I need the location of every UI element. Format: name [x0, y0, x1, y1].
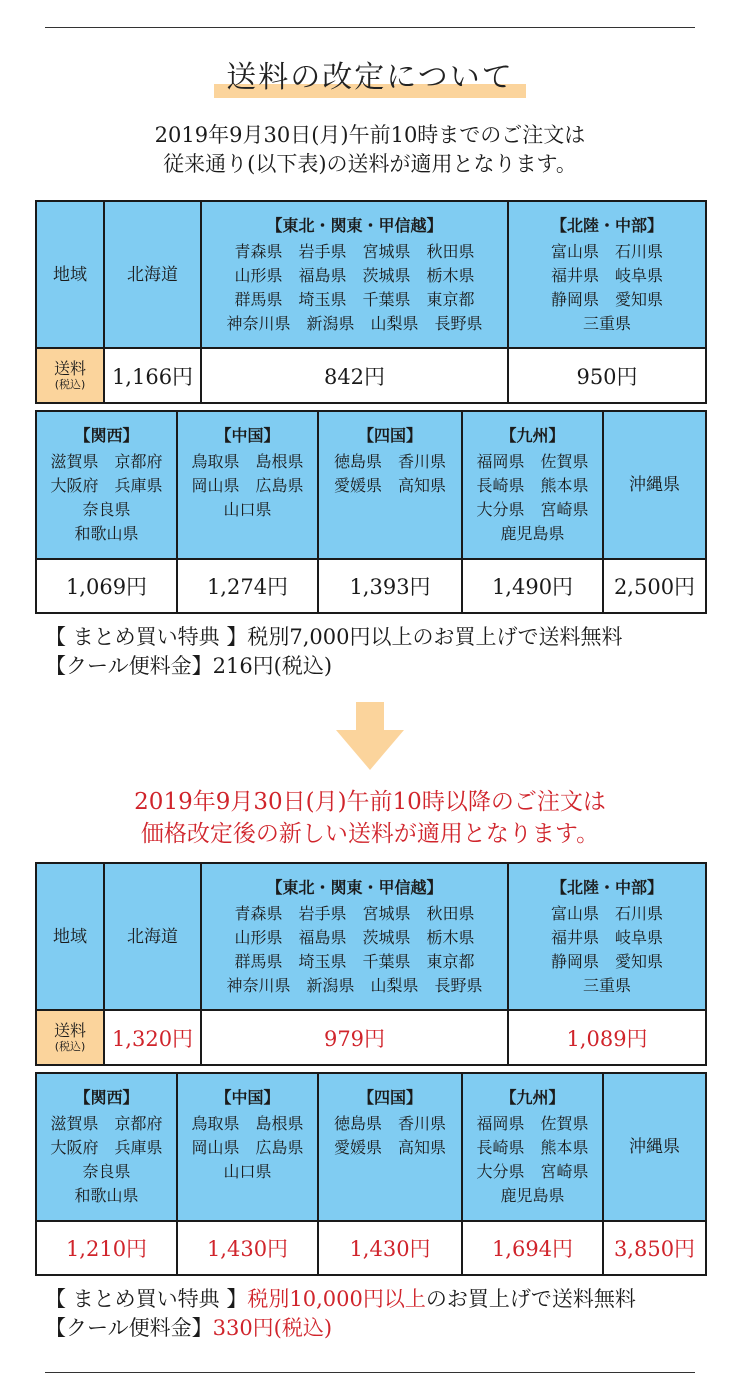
prefecture-row: 鹿児島県 [500, 524, 565, 543]
prefecture-row: 山形県 福島県 茨城県 栃木県 [234, 265, 475, 285]
after-table-east [35, 862, 707, 1066]
before-note-line1: 2019年9月30日(月)午前10時までのご注文は [154, 123, 586, 147]
region-tohoku [201, 201, 508, 348]
before-cool-line [45, 652, 622, 681]
region-name: 【中国】 [215, 1088, 280, 1107]
price-kyushu: 1,694円 [462, 1221, 603, 1275]
price-hokuriku: 950円 [508, 348, 706, 403]
region-name: 【中国】 [215, 426, 280, 445]
title-wrap [0, 52, 740, 96]
region-kansai [36, 1073, 177, 1221]
prefecture-row: 大分県 宮崎県 [476, 1162, 589, 1181]
bulk-label: 【 まとめ買い特典 】 [45, 1287, 248, 1311]
before-bulk-line [45, 623, 622, 652]
region-kansai [36, 411, 177, 559]
region-chugoku [177, 1073, 318, 1221]
region-hokkaido: 北海道 [104, 201, 201, 348]
price-tohoku: 842円 [201, 348, 508, 403]
region-name: 【九州】 [500, 426, 565, 445]
prefecture-row: 鳥取県 島根県 [191, 452, 304, 471]
region-name: 【東北・関東・甲信越】 [266, 215, 443, 235]
prefecture-row: 静岡県 愛知県 [550, 951, 663, 971]
price-kansai: 1,069円 [36, 559, 177, 613]
region-chugoku [177, 411, 318, 559]
prefecture-row: 福岡県 佐賀県 [476, 1114, 589, 1133]
prefecture-row: 神奈川県 新潟県 山梨県 長野県 [226, 975, 483, 995]
prefecture-row: 群馬県 埼玉県 千葉県 東京都 [234, 289, 475, 309]
cool-text: 330円(税込) [212, 1316, 333, 1340]
region-okinawa: 沖縄県 [603, 1073, 706, 1221]
after-info [45, 1285, 636, 1343]
prefecture-row: 愛媛県 高知県 [333, 476, 446, 495]
bulk-text: 税別7,000円以上のお買上げで送料無料 [247, 625, 623, 649]
bulk-label: 【 まとめ買い特典 】 [45, 625, 248, 649]
prefecture-row: 福井県 岐阜県 [550, 927, 663, 947]
prefecture-row: 福岡県 佐賀県 [476, 452, 589, 471]
prefecture-row: 神奈川県 新潟県 山梨県 長野県 [226, 313, 483, 333]
price-kyushu: 1,490円 [462, 559, 603, 613]
region-name: 【関西】 [74, 1088, 139, 1107]
region-name: 【四国】 [357, 426, 422, 445]
fee-label [36, 348, 104, 403]
region-okinawa: 沖縄県 [603, 411, 706, 559]
region-name: 【関西】 [74, 426, 139, 445]
prefecture-row: 群馬県 埼玉県 千葉県 東京都 [234, 951, 475, 971]
price-hokuriku: 1,089円 [508, 1010, 706, 1065]
price-chugoku: 1,430円 [177, 1221, 318, 1275]
bulk-text: のお買上げで送料無料 [425, 1287, 636, 1311]
region-hokuriku [508, 863, 706, 1010]
prefecture-row: 青森県 岩手県 宮城県 秋田県 [234, 903, 475, 923]
prefecture-row: 和歌山県 [74, 524, 139, 543]
region-tohoku [201, 863, 508, 1010]
fee-label-text: 送料 [53, 1021, 86, 1040]
area-label: 地域 [36, 201, 104, 348]
price-shikoku: 1,393円 [318, 559, 462, 613]
top-rule [45, 27, 695, 28]
before-note [0, 121, 740, 179]
region-hokkaido: 北海道 [104, 863, 201, 1010]
price-kansai: 1,210円 [36, 1221, 177, 1275]
after-note [0, 786, 740, 850]
prefecture-row: 岡山県 広島県 [191, 1138, 304, 1157]
prefecture-row: 山口県 [223, 1162, 272, 1181]
prefecture-row: 富山県 石川県 [550, 241, 663, 261]
prefecture-row: 岡山県 広島県 [191, 476, 304, 495]
cool-text: 216円(税込) [212, 654, 333, 678]
prefecture-row: 三重県 [582, 975, 631, 995]
price-hokkaido: 1,320円 [104, 1010, 201, 1065]
region-name: 【北陸・中部】 [550, 215, 663, 235]
prefecture-row: 福井県 岐阜県 [550, 265, 663, 285]
fee-tax-note: (税込) [54, 378, 86, 391]
before-info [45, 623, 622, 681]
region-name: 【九州】 [500, 1088, 565, 1107]
after-bulk-line [45, 1285, 636, 1314]
prefecture-row: 滋賀県 京都府 [50, 452, 163, 471]
cool-label: 【クール便料金】 [45, 654, 213, 678]
price-okinawa: 2,500円 [603, 559, 706, 613]
area-label: 地域 [36, 863, 104, 1010]
price-shikoku: 1,430円 [318, 1221, 462, 1275]
bulk-threshold: 税別10,000円以上 [247, 1287, 426, 1311]
prefecture-row: 長崎県 熊本県 [476, 1138, 589, 1157]
region-kyushu [462, 411, 603, 559]
region-hokuriku [508, 201, 706, 348]
cool-label: 【クール便料金】 [45, 1316, 213, 1340]
prefecture-row: 大阪府 兵庫県 [50, 476, 163, 495]
before-note-line2: 従来通り(以下表)の送料が適用となります。 [163, 152, 577, 176]
price-hokkaido: 1,166円 [104, 348, 201, 403]
prefecture-row: 青森県 岩手県 宮城県 秋田県 [234, 241, 475, 261]
after-table-west [35, 1072, 707, 1276]
price-tohoku: 979円 [201, 1010, 508, 1065]
price-chugoku: 1,274円 [177, 559, 318, 613]
prefecture-row: 富山県 石川県 [550, 903, 663, 923]
prefecture-row: 滋賀県 京都府 [50, 1114, 163, 1133]
page-title: 送料の改定について [218, 52, 521, 96]
before-table-west [35, 410, 707, 614]
before-table-east [35, 200, 707, 404]
prefecture-row: 山口県 [223, 500, 272, 519]
fee-label [36, 1010, 104, 1065]
prefecture-row: 三重県 [582, 313, 631, 333]
region-name: 【東北・関東・甲信越】 [266, 877, 443, 897]
prefecture-row: 愛媛県 高知県 [333, 1138, 446, 1157]
prefecture-row: 鹿児島県 [500, 1186, 565, 1205]
after-note-line2: 価格改定後の新しい送料が適用となります。 [140, 821, 600, 847]
after-cool-line [45, 1314, 636, 1343]
prefecture-row: 和歌山県 [74, 1186, 139, 1205]
prefecture-row: 奈良県 [82, 500, 131, 519]
price-okinawa: 3,850円 [603, 1221, 706, 1275]
prefecture-row: 大分県 宮崎県 [476, 500, 589, 519]
region-name: 【四国】 [357, 1088, 422, 1107]
prefecture-row: 山形県 福島県 茨城県 栃木県 [234, 927, 475, 947]
region-shikoku [318, 411, 462, 559]
region-shikoku [318, 1073, 462, 1221]
fee-tax-note: (税込) [54, 1040, 86, 1053]
after-note-line1: 2019年9月30日(月)午前10時以降のご注文は [134, 789, 606, 815]
prefecture-row: 徳島県 香川県 [333, 1114, 446, 1133]
region-kyushu [462, 1073, 603, 1221]
prefecture-row: 奈良県 [82, 1162, 131, 1181]
prefecture-row: 鳥取県 島根県 [191, 1114, 304, 1133]
bottom-rule [45, 1372, 695, 1373]
prefecture-row: 長崎県 熊本県 [476, 476, 589, 495]
region-name: 【北陸・中部】 [550, 877, 663, 897]
down-arrow-icon [336, 702, 404, 770]
prefecture-row: 徳島県 香川県 [333, 452, 446, 471]
fee-label-text: 送料 [53, 359, 86, 378]
prefecture-row: 大阪府 兵庫県 [50, 1138, 163, 1157]
prefecture-row: 静岡県 愛知県 [550, 289, 663, 309]
